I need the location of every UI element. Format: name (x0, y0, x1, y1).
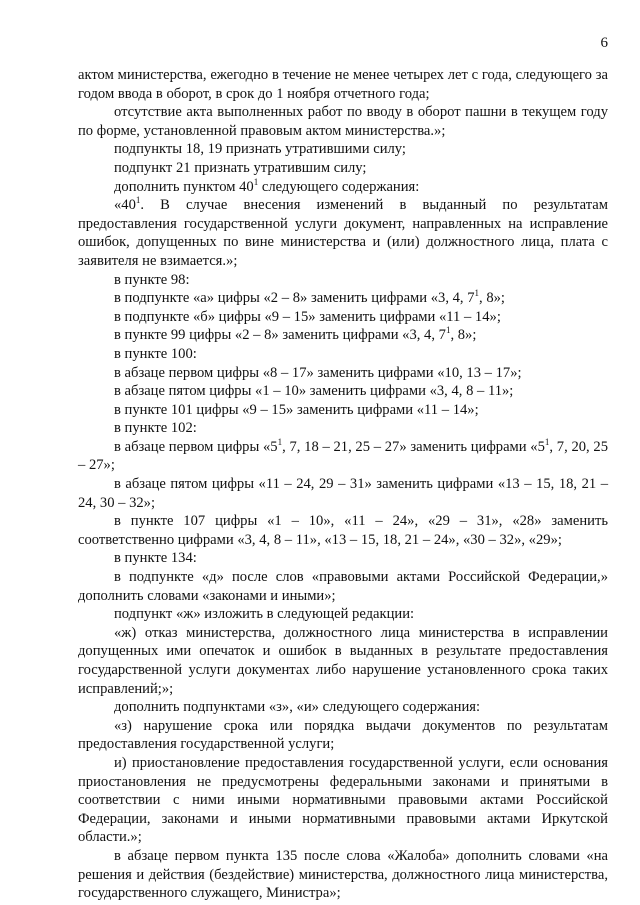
paragraph (78, 140, 608, 159)
paragraph-text: . В случае внесения изменений в выданный по результатам предоставления государственной услуги документ, направленных на исправление ошибок, допущенных по вине министерства и (или) должностного лица, плата с заявителя не взимается.»; (78, 197, 608, 269)
paragraph-text: «з) нарушение срока или порядка выдачи документов по результатам предоставления государственной услуги; (78, 717, 608, 753)
page-number: 6 (600, 35, 608, 51)
paragraph-text: в пункте 101 цифры «9 – 15» заменить цифрами «11 – 14»; (114, 401, 479, 418)
paragraph (78, 308, 608, 327)
paragraph-text: в пункте 99 цифры «2 – 8» заменить цифрами «3, 4, 7 (114, 327, 446, 344)
paragraph-text: подпункт 21 признать утратившим силу; (114, 159, 367, 176)
paragraph (78, 605, 608, 624)
paragraph (78, 624, 608, 698)
paragraph-text: отсутствие акта выполненных работ по вводу в оборот пашни в текущем году по форме, установленной правовым актом министерства.»; (78, 104, 608, 139)
paragraph-text: в пункте 98: (114, 271, 190, 288)
paragraph (78, 438, 608, 475)
paragraph (78, 178, 608, 197)
paragraph (78, 289, 608, 308)
paragraph-text: в пункте 100: (114, 345, 197, 362)
paragraph (78, 698, 608, 717)
superscript: 1 (544, 436, 550, 447)
paragraph (78, 568, 608, 605)
paragraph-text: актом министерства, ежегодно в течение не менее четырех лет с года, следующего за годом ввода в оборот, в срок до 1 ноября отчетного года; (78, 67, 608, 102)
paragraph (78, 717, 608, 754)
paragraph-text: и) приостановление предоставления государственной услуги, если основания приостановления не предусмотрены федеральными законами и принятыми в соответствии с ними иными нормативными правовыми актами Российской Федерации, законами и иными нормативными правовыми актами Иркутской области.»; (78, 754, 608, 846)
paragraph (78, 66, 608, 103)
paragraph (78, 419, 608, 438)
paragraph (78, 847, 608, 903)
paragraph-text: в пункте 102: (114, 420, 197, 437)
paragraph-text: дополнить пунктом 40 (114, 178, 254, 195)
paragraph-text: подпункты 18, 19 признать утратившими силу; (114, 141, 406, 158)
paragraph-text: , 8»; (479, 290, 505, 307)
paragraph-text: подпункт «ж» изложить в следующей редакции: (114, 606, 415, 623)
paragraph-text: , 7, 20, 25 – 27»; (78, 438, 608, 474)
paragraph (78, 401, 608, 420)
paragraph-text: в абзаце первом пункта 135 после слова «Жалоба» дополнить словами «на решения и действия (бездействие) министерства, должностного лица министерства, государственного служащего, Министра»; (78, 847, 608, 902)
paragraph-text: «ж) отказ министерства, должностного лица министерства в исправлении допущенных ими опечаток и ошибок в выданных в результате предоставления государственной услуги документах либо нарушение установленного срока таких исправлений;»; (78, 624, 608, 697)
superscript: 1 (445, 325, 451, 336)
paragraph-text: в подпункте «б» цифры «9 – 15» заменить цифрами «11 – 14»; (114, 308, 501, 325)
paragraph-text: дополнить подпунктами «з», «и» следующего содержания: (114, 699, 481, 716)
paragraph (78, 103, 608, 140)
paragraph-text: «40 (114, 197, 136, 214)
paragraph-text: в абзаце пятом цифры «1 – 10» заменить цифрами «3, 4, 8 – 11»; (114, 383, 514, 400)
superscript: 1 (277, 436, 283, 447)
paragraph (78, 196, 608, 270)
superscript: 1 (135, 195, 141, 206)
paragraph-text: в пункте 107 цифры «1 – 10», «11 – 24», «29 – 31», «28» заменить соответственно цифрами «3, 4, 8 – 11», «13 – 15, 18, 21 – 24», «30 – 32», «29»; (78, 513, 608, 548)
superscript: 1 (474, 288, 480, 299)
paragraph (78, 326, 608, 345)
document-body (78, 66, 608, 903)
paragraph-text: в абзаце первом цифры «5 (114, 438, 278, 455)
paragraph (78, 549, 608, 568)
paragraph (78, 159, 608, 178)
paragraph-text: в подпункте «а» цифры «2 – 8» заменить цифрами «3, 4, 7 (114, 290, 475, 307)
paragraph-text: в подпункте «д» после слов «правовыми актами Российской Федерации,» дополнить словами «законами и иными»; (78, 569, 608, 604)
paragraph (78, 754, 608, 847)
paragraph-text: следующего содержания: (258, 178, 420, 195)
paragraph (78, 382, 608, 401)
paragraph-text: в абзаце пятом цифры «11 – 24, 29 – 31» заменить цифрами «13 – 15, 18, 21 – 24, 30 – 32»; (78, 476, 608, 511)
paragraph-text: , 7, 18 – 21, 25 – 27» заменить цифрами «5 (282, 438, 545, 455)
paragraph (78, 345, 608, 364)
paragraph-text: в пункте 134: (114, 550, 197, 567)
paragraph (78, 271, 608, 290)
paragraph (78, 475, 608, 512)
paragraph (78, 364, 608, 383)
superscript: 1 (253, 176, 259, 187)
paragraph-text: , 8»; (450, 327, 477, 344)
paragraph (78, 512, 608, 549)
paragraph-text: в абзаце первом цифры «8 – 17» заменить цифрами «10, 13 – 17»; (114, 364, 522, 381)
